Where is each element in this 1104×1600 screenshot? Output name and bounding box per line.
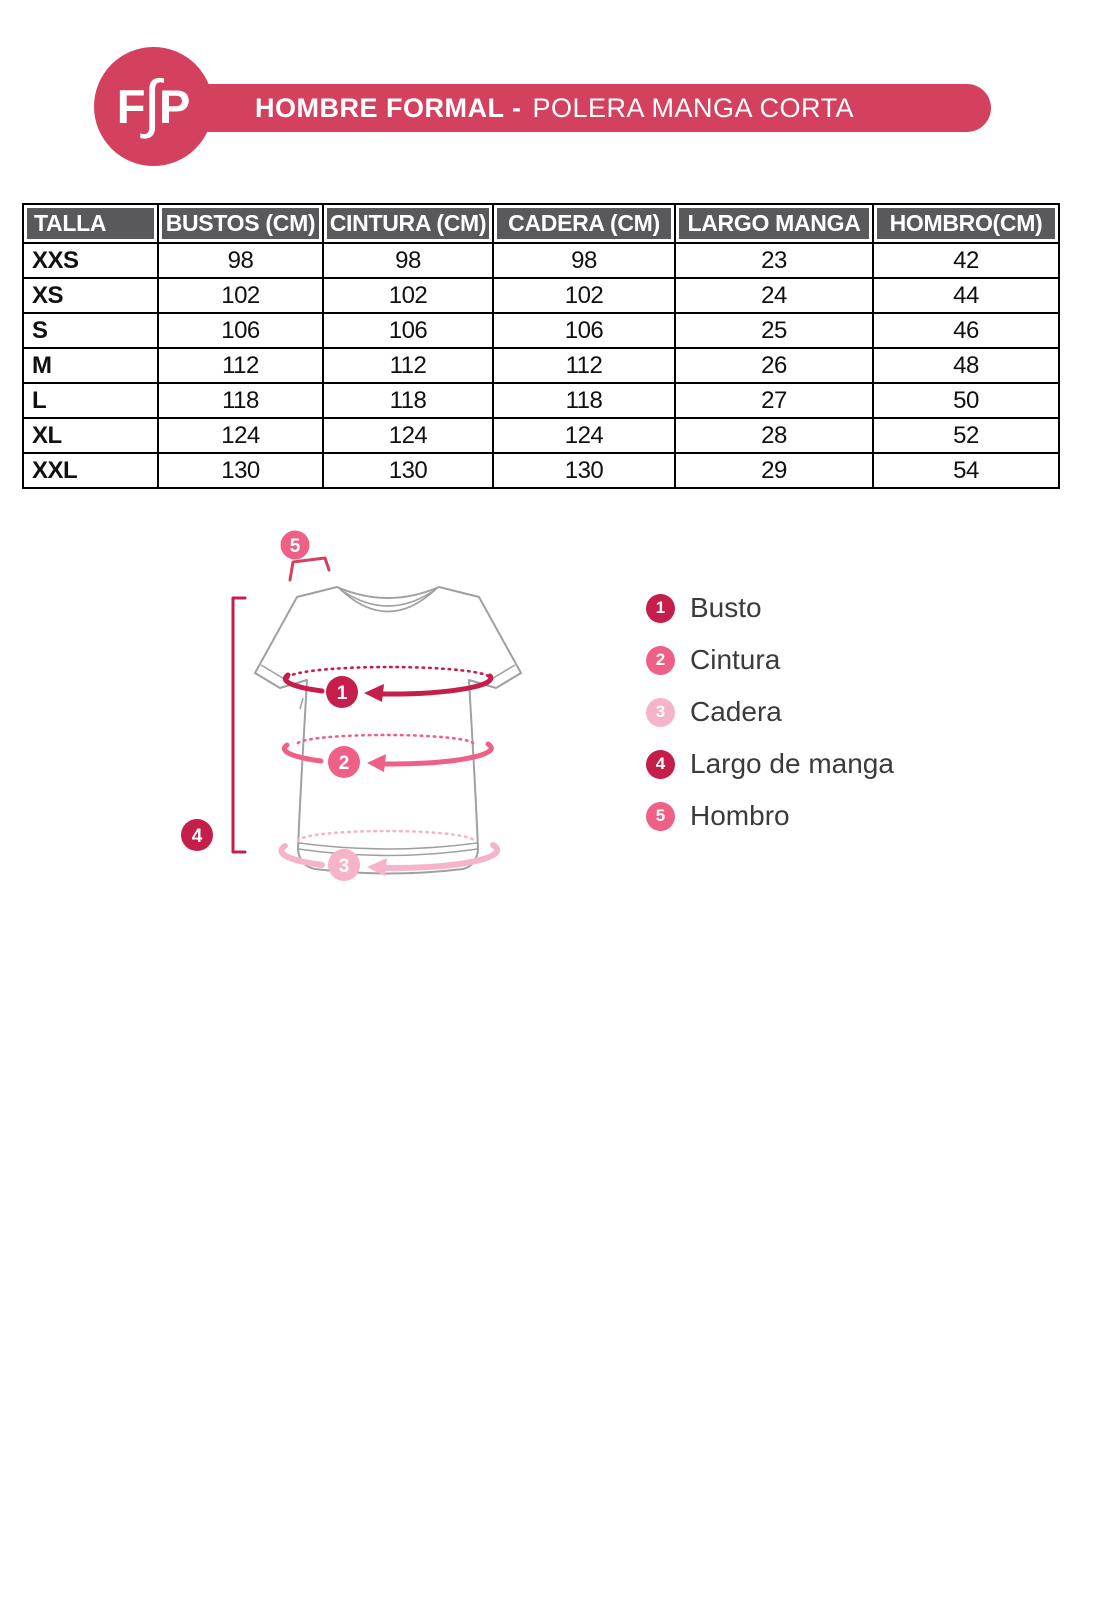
column-header-cadera-cm: CADERA (CM) bbox=[493, 204, 675, 243]
measurement-value-cell: 54 bbox=[873, 453, 1059, 488]
measurement-value-cell: 112 bbox=[493, 348, 675, 383]
legend-label: Busto bbox=[690, 592, 762, 623]
measurement-value-cell: 112 bbox=[158, 348, 323, 383]
size-label-cell: XL bbox=[23, 418, 158, 453]
brand-banner bbox=[185, 84, 991, 132]
brand-logo bbox=[94, 47, 213, 166]
measurement-value-cell: 44 bbox=[873, 278, 1059, 313]
legend-label: Cadera bbox=[690, 696, 782, 727]
size-row-xs bbox=[23, 278, 1059, 313]
diagram-badge-4 bbox=[181, 819, 213, 851]
size-table-header-row bbox=[23, 204, 1059, 243]
measurement-value-cell: 52 bbox=[873, 418, 1059, 453]
measurement-value-cell: 29 bbox=[675, 453, 873, 488]
measurement-value-cell: 118 bbox=[158, 383, 323, 418]
column-header-largo-manga: LARGO MANGA bbox=[675, 204, 873, 243]
logo-letter-s: ∫ bbox=[143, 66, 161, 141]
svg-text:3: 3 bbox=[338, 856, 350, 877]
svg-text:1: 1 bbox=[336, 683, 348, 704]
size-label-cell: L bbox=[23, 383, 158, 418]
tshirt-measurement-diagram bbox=[170, 505, 610, 905]
diagram-badge-3 bbox=[328, 849, 360, 881]
measurement-value-cell: 112 bbox=[323, 348, 493, 383]
diagram-badge-5 bbox=[281, 531, 310, 560]
measurement-value-cell: 102 bbox=[493, 278, 675, 313]
size-row-l bbox=[23, 383, 1059, 418]
legend-badge-4: 4 bbox=[646, 750, 675, 779]
banner-title-bold: HOMBRE FORMAL - bbox=[255, 92, 522, 123]
size-row-m bbox=[23, 348, 1059, 383]
measurement-value-cell: 106 bbox=[158, 313, 323, 348]
measurement-value-cell: 118 bbox=[493, 383, 675, 418]
logo-letter-f: F bbox=[116, 80, 146, 133]
legend-badge-5: 5 bbox=[646, 802, 675, 831]
size-row-xxl bbox=[23, 453, 1059, 488]
measurement-legend bbox=[646, 591, 894, 833]
measurement-value-cell: 130 bbox=[493, 453, 675, 488]
size-label-cell: XS bbox=[23, 278, 158, 313]
length-bracket bbox=[233, 598, 245, 852]
measurement-value-cell: 130 bbox=[158, 453, 323, 488]
legend-item-cadera bbox=[646, 695, 894, 729]
measurement-value-cell: 28 bbox=[675, 418, 873, 453]
measurement-value-cell: 124 bbox=[323, 418, 493, 453]
measurement-value-cell: 106 bbox=[493, 313, 675, 348]
legend-label: Cintura bbox=[690, 644, 781, 675]
size-table bbox=[22, 203, 1060, 489]
diagram-badge-1 bbox=[326, 676, 358, 708]
legend-badge-3: 3 bbox=[646, 698, 675, 727]
chest-seam-tick bbox=[300, 698, 303, 709]
size-row-xxs bbox=[23, 243, 1059, 278]
shoulder-bracket bbox=[290, 558, 329, 580]
legend-label: Largo de manga bbox=[690, 748, 894, 779]
column-header-cintura-cm: CINTURA (CM) bbox=[323, 204, 493, 243]
measurement-value-cell: 124 bbox=[493, 418, 675, 453]
size-label-cell: XXL bbox=[23, 453, 158, 488]
measurement-value-cell: 102 bbox=[323, 278, 493, 313]
measurement-value-cell: 23 bbox=[675, 243, 873, 278]
measurement-value-cell: 48 bbox=[873, 348, 1059, 383]
legend-item-hombro bbox=[646, 799, 894, 833]
measurement-value-cell: 102 bbox=[158, 278, 323, 313]
svg-text:2: 2 bbox=[338, 753, 350, 774]
measurement-value-cell: 24 bbox=[675, 278, 873, 313]
measurement-value-cell: 26 bbox=[675, 348, 873, 383]
legend-item-busto bbox=[646, 591, 894, 625]
measurement-value-cell: 25 bbox=[675, 313, 873, 348]
measurement-value-cell: 46 bbox=[873, 313, 1059, 348]
legend-label: Hombro bbox=[690, 800, 790, 831]
legend-item-cintura bbox=[646, 643, 894, 677]
legend-badge-2: 2 bbox=[646, 646, 675, 675]
size-label-cell: S bbox=[23, 313, 158, 348]
measurement-value-cell: 98 bbox=[493, 243, 675, 278]
measurement-value-cell: 106 bbox=[323, 313, 493, 348]
measurement-value-cell: 98 bbox=[323, 243, 493, 278]
svg-text:5: 5 bbox=[289, 536, 301, 557]
legend-item-largo-de-manga bbox=[646, 747, 894, 781]
size-table-body bbox=[23, 243, 1059, 488]
measurement-value-cell: 50 bbox=[873, 383, 1059, 418]
measurement-value-cell: 98 bbox=[158, 243, 323, 278]
banner-title-regular: POLERA MANGA CORTA bbox=[532, 92, 855, 123]
measurement-value-cell: 27 bbox=[675, 383, 873, 418]
size-row-xl bbox=[23, 418, 1059, 453]
legend-badge-1: 1 bbox=[646, 594, 675, 623]
measurement-value-cell: 130 bbox=[323, 453, 493, 488]
size-label-cell: M bbox=[23, 348, 158, 383]
diagram-badge-2 bbox=[328, 746, 360, 778]
size-row-s bbox=[23, 313, 1059, 348]
column-header-hombro-cm: HOMBRO(CM) bbox=[873, 204, 1059, 243]
column-header-bustos-cm: BUSTOS (CM) bbox=[158, 204, 323, 243]
measurement-value-cell: 42 bbox=[873, 243, 1059, 278]
measurement-value-cell: 118 bbox=[323, 383, 493, 418]
svg-text:4: 4 bbox=[191, 826, 203, 847]
logo-letter-p: P bbox=[158, 80, 191, 133]
measurement-value-cell: 124 bbox=[158, 418, 323, 453]
size-label-cell: XXS bbox=[23, 243, 158, 278]
column-header-talla: TALLA bbox=[23, 204, 158, 243]
